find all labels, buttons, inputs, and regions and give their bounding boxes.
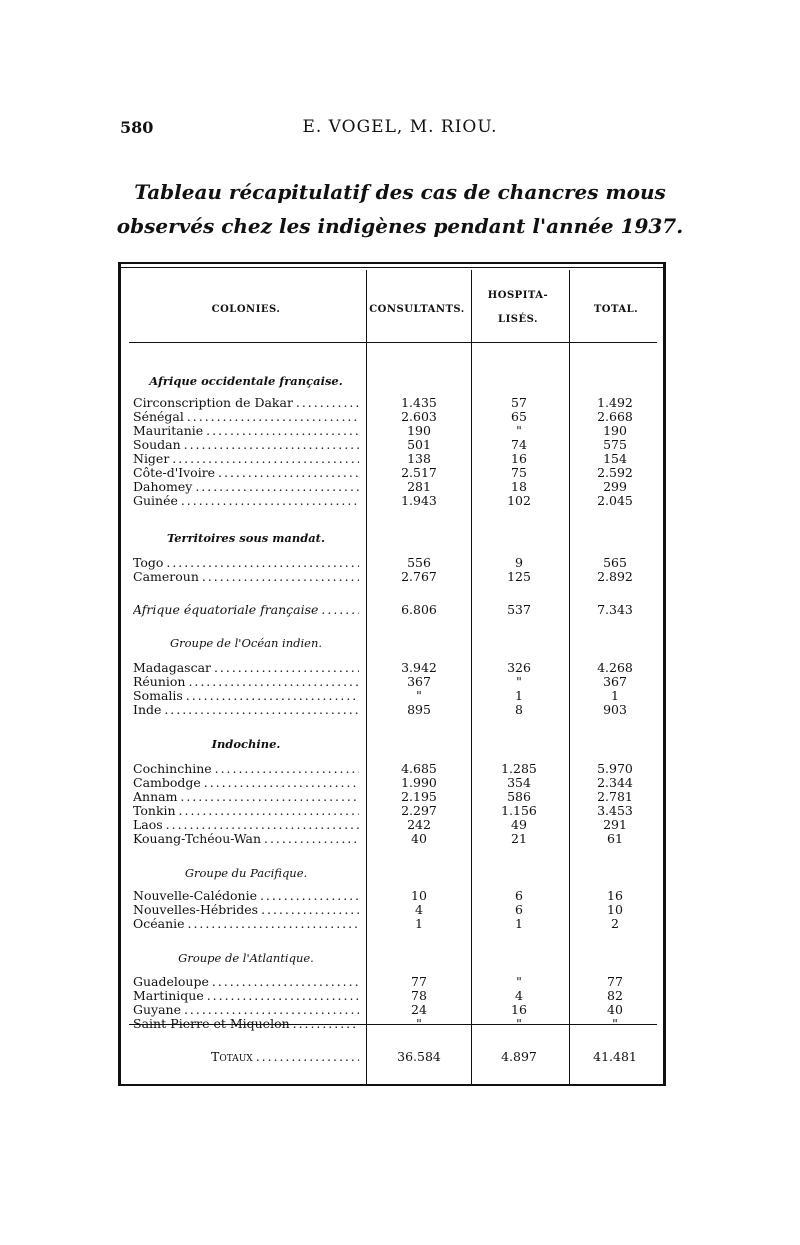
total-value: 2.045: [597, 493, 633, 508]
total-value: 154: [603, 451, 627, 466]
grand-total: 41.481: [593, 1049, 637, 1064]
table-row: [133, 396, 663, 410]
hospitalises-value: 1: [515, 916, 523, 931]
total-value: 2.781: [597, 789, 633, 804]
total-value: 3.453: [597, 803, 633, 818]
consultants-value: 1.435: [401, 395, 437, 410]
hospitalises-value: 586: [507, 789, 531, 804]
colony-name: Saint-Pierre et Miquelon . . .: [133, 1017, 359, 1031]
table-row: [133, 917, 663, 931]
table-row: [133, 776, 663, 790]
hospitalises-value: 6: [515, 888, 523, 903]
hospitalises-value: ": [516, 423, 522, 438]
consultants-value: 242: [407, 817, 431, 832]
consultants-value: 24: [411, 1002, 427, 1017]
hospitalises-value: 57: [511, 395, 527, 410]
total-value: 40: [607, 1002, 623, 1017]
colony-name: Côte-d'Ivoire . . .: [133, 466, 359, 480]
total-value: 299: [603, 479, 627, 494]
table-row: [133, 438, 663, 452]
group-title-indochine: Indochine.: [211, 737, 281, 751]
total-value: 903: [603, 702, 627, 717]
table-row: [133, 975, 663, 989]
table-row: [133, 661, 663, 675]
column-header-total: TOTAL.: [593, 304, 639, 315]
consultants-value: 367: [407, 674, 431, 689]
colony-name: Laos . . .: [133, 818, 359, 832]
hospitalises-value: 537: [507, 602, 531, 617]
table-row: [133, 410, 663, 424]
hospitalises-total: 4.897: [501, 1049, 537, 1064]
running-title: E. VOGEL, M. RIOU.: [302, 117, 498, 137]
colony-name: Guadeloupe . . .: [133, 975, 359, 989]
total-value: 565: [603, 555, 627, 570]
consultants-value: 1.943: [401, 493, 437, 508]
colony-name: Martinique . . .: [133, 989, 359, 1003]
total-value: 82: [607, 988, 623, 1003]
consultants-value: 3.942: [401, 660, 437, 675]
total-value: 2: [611, 916, 619, 931]
colony-name: Madagascar . . .: [133, 661, 359, 675]
table-row: [133, 494, 663, 508]
table-row: [133, 689, 663, 703]
hospitalises-value: ": [516, 1016, 522, 1031]
table-row: [133, 703, 663, 717]
total-value: 190: [603, 423, 627, 438]
table-row-totals: [133, 1050, 663, 1064]
colony-name: Niger . . .: [133, 452, 359, 466]
consultants-value: 2.603: [401, 409, 437, 424]
hospitalises-value: 1: [515, 688, 523, 703]
table-row: [133, 832, 663, 846]
total-value: 291: [603, 817, 627, 832]
colony-name: Circonscription de Dakar . . .: [133, 396, 359, 410]
consultants-value: 895: [407, 702, 431, 717]
hospitalises-value: 354: [507, 775, 531, 790]
table-row: [133, 804, 663, 818]
total-value: 2.344: [597, 775, 633, 790]
consultants-value: 78: [411, 988, 427, 1003]
colony-name: Afrique équatoriale française . . .: [133, 603, 359, 617]
hospitalises-value: 6: [515, 902, 523, 917]
consultants-value: 501: [407, 437, 431, 452]
table-row: [133, 424, 663, 438]
column-header-hospitalises-line-1: HOSPITA-: [487, 290, 549, 301]
colony-name: Mauritanie . . .: [133, 424, 359, 438]
header-rule: [129, 342, 657, 343]
page-number: 580: [120, 118, 154, 137]
total-value: 5.970: [597, 761, 633, 776]
consultants-value: 10: [411, 888, 427, 903]
table-row-aef: [133, 603, 663, 617]
consultants-value: 2.297: [401, 803, 437, 818]
consultants-value: 77: [411, 974, 427, 989]
hospitalises-value: 102: [507, 493, 531, 508]
table-row: [133, 570, 663, 584]
table-row: [133, 989, 663, 1003]
total-value: ": [612, 1016, 618, 1031]
colony-name: Annam . . .: [133, 790, 359, 804]
hospitalises-value: 1.156: [501, 803, 537, 818]
group-title-ocean-indien: Groupe de l'Océan indien.: [169, 636, 323, 650]
consultants-value: 6.806: [401, 602, 437, 617]
total-value: 2.892: [597, 569, 633, 584]
total-value: 7.343: [597, 602, 633, 617]
colony-name: Cochinchine . . .: [133, 762, 359, 776]
colony-name: Inde . . .: [133, 703, 359, 717]
table-caption-line-1: Tableau récapitulatif des cas de chancres mous: [134, 180, 666, 204]
hospitalises-value: 16: [511, 1002, 527, 1017]
colony-name: Cambodge . . .: [133, 776, 359, 790]
consultants-value: ": [416, 688, 422, 703]
colony-name: Océanie . . .: [133, 917, 359, 931]
consultants-value: 2.767: [401, 569, 437, 584]
hospitalises-value: 9: [515, 555, 523, 570]
colony-name: Tonkin . . .: [133, 804, 359, 818]
table-row: [133, 466, 663, 480]
colony-name: Guinée . . .: [133, 494, 359, 508]
colony-name: Sénégal . . .: [133, 410, 359, 424]
totals-label: Totaux . . .: [133, 1050, 359, 1064]
consultants-value: 190: [407, 423, 431, 438]
consultants-total: 36.584: [397, 1049, 441, 1064]
colony-name: Nouvelles-Hébrides . . .: [133, 903, 359, 917]
table-row: [133, 1003, 663, 1017]
consultants-value: 2.195: [401, 789, 437, 804]
colony-name: Togo . . .: [133, 556, 359, 570]
table-row: [133, 790, 663, 804]
column-header-colonies: COLONIES.: [211, 304, 281, 315]
hospitalises-value: 74: [511, 437, 527, 452]
hospitalises-value: 65: [511, 409, 527, 424]
consultants-value: 556: [407, 555, 431, 570]
consultants-value: 281: [407, 479, 431, 494]
consultants-value: 1.990: [401, 775, 437, 790]
hospitalises-value: 125: [507, 569, 531, 584]
total-value: 4.268: [597, 660, 633, 675]
group-title-aof: Afrique occidentale française.: [149, 374, 343, 388]
colony-name: Kouang-Tchéou-Wan . . .: [133, 832, 359, 846]
consultants-value: 138: [407, 451, 431, 466]
consultants-value: 4: [415, 902, 423, 917]
total-value: 367: [603, 674, 627, 689]
consultants-value: 4.685: [401, 761, 437, 776]
total-value: 10: [607, 902, 623, 917]
colony-name: Réunion . . .: [133, 675, 359, 689]
colony-name: Soudan . . .: [133, 438, 359, 452]
colony-name: Dahomey . . .: [133, 480, 359, 494]
hospitalises-value: 75: [511, 465, 527, 480]
group-title-atlantique: Groupe de l'Atlantique.: [178, 951, 314, 965]
colony-name: Guyane . . .: [133, 1003, 359, 1017]
hospitalises-value: 4: [515, 988, 523, 1003]
hospitalises-value: ": [516, 674, 522, 689]
hospitalises-value: 8: [515, 702, 523, 717]
hospitalises-value: 18: [511, 479, 527, 494]
total-value: 2.668: [597, 409, 633, 424]
hospitalises-value: 49: [511, 817, 527, 832]
group-title-mandat: Territoires sous mandat.: [166, 531, 326, 545]
table-row: [133, 480, 663, 494]
table-row: [133, 675, 663, 689]
total-value: 2.592: [597, 465, 633, 480]
total-value: 1: [611, 688, 619, 703]
total-value: 16: [607, 888, 623, 903]
table-row: [133, 452, 663, 466]
hospitalises-value: ": [516, 974, 522, 989]
total-value: 575: [603, 437, 627, 452]
table-caption-line-2: observés chez les indigènes pendant l'année 1937.: [116, 214, 684, 238]
column-header-hospitalises-line-2: LISÉS.: [498, 314, 538, 325]
colony-name: Nouvelle-Calédonie . . .: [133, 889, 359, 903]
consultants-value: ": [416, 1016, 422, 1031]
colony-name: Somalis . . .: [133, 689, 359, 703]
colony-name: Cameroun . . .: [133, 570, 359, 584]
hospitalises-value: 21: [511, 831, 527, 846]
consultants-value: 40: [411, 831, 427, 846]
total-value: 1.492: [597, 395, 633, 410]
total-value: 61: [607, 831, 623, 846]
table-row: [133, 762, 663, 776]
column-header-consultants: CONSULTANTS.: [369, 304, 465, 315]
hospitalises-value: 326: [507, 660, 531, 675]
consultants-value: 2.517: [401, 465, 437, 480]
total-value: 77: [607, 974, 623, 989]
group-title-pacifique: Groupe du Pacifique.: [184, 866, 308, 880]
table-row: [133, 903, 663, 917]
table-row: [133, 556, 663, 570]
table-row: [133, 889, 663, 903]
hospitalises-value: 1.285: [501, 761, 537, 776]
consultants-value: 1: [415, 916, 423, 931]
table-row: [133, 818, 663, 832]
hospitalises-value: 16: [511, 451, 527, 466]
table-row: [133, 1017, 663, 1031]
